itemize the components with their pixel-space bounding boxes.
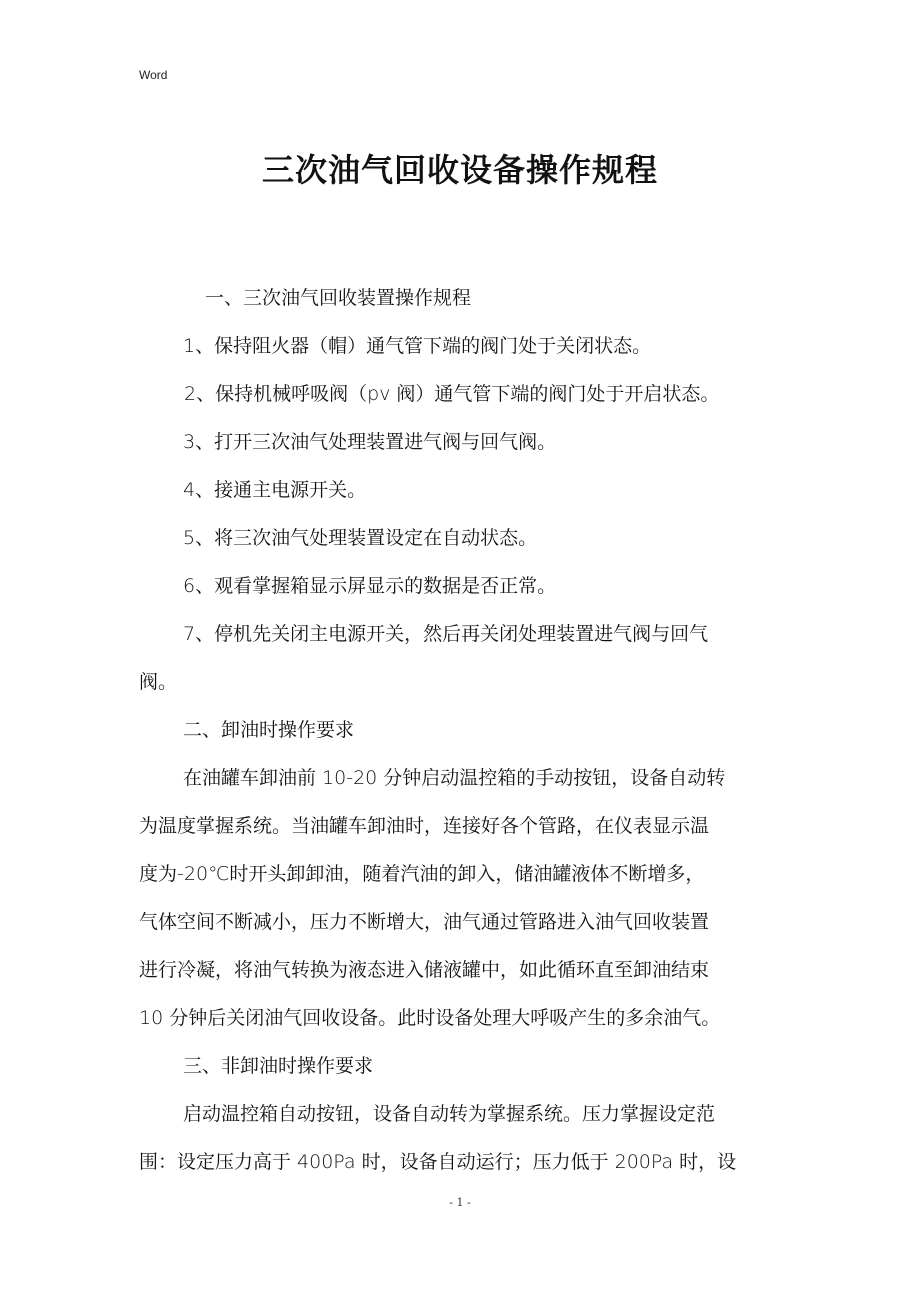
paragraph-line: 阀。 [139, 671, 178, 693]
paragraph-line: 气体空间不断减小，压力不断增大，油气通过管路进入油气回收装置 [139, 911, 710, 933]
paragraph-line: 6、观看掌握箱显示屏显示的数据是否正常。 [183, 575, 557, 597]
paragraph-line: 4、接通主电源开关。 [183, 479, 367, 501]
paragraph-line: 度为-20℃时开头卸卸油，随着汽油的卸入，储油罐液体不断增多， [139, 863, 705, 885]
paragraph-line: 3、打开三次油气处理装置进气阀与回气阀。 [183, 431, 557, 453]
paragraph-line: 在油罐车卸油前 10-20 分钟启动温控箱的手动按钮，设备自动转 [183, 767, 726, 789]
paragraph-line: 1、保持阻火器（帽）通气管下端的阀门处于关闭状态。 [183, 335, 652, 357]
paragraph-line: 7、停机先关闭主电源开关，然后再关闭处理装置进气阀与回气 [183, 623, 709, 645]
page-number: - 1 - [449, 1196, 471, 1209]
paragraph-line: 为温度掌握系统。当油罐车卸油时，连接好各个管路，在仪表显示温 [139, 815, 710, 837]
document-title: 三次油气回收设备操作规程 [261, 151, 658, 189]
paragraph-line: 三、非卸油时操作要求 [183, 1055, 374, 1077]
paragraph-line: 启动温控箱自动按钮，设备自动转为掌握系统。压力掌握设定范 [183, 1103, 716, 1125]
paragraph-line: 围：设定压力高于 400Pa 时，设备自动运行；压力低于 200Pa 时，设 [139, 1151, 737, 1173]
paragraph-line: 5、将三次油气处理装置设定在自动状态。 [183, 527, 538, 549]
paragraph-line: 进行冷凝，将油气转换为液态进入储液罐中，如此循环直至卸油结束 [139, 959, 710, 981]
paragraph-line: 10 分钟后关闭油气回收设备。此时设备处理大呼吸产生的多余油气。 [139, 1007, 721, 1029]
paragraph-line: 2、保持机械呼吸阀（pv 阀）通气管下端的阀门处于开启状态。 [184, 383, 720, 405]
document-header-label: Word [139, 68, 168, 82]
paragraph-line: 一、三次油气回收装置操作规程 [205, 287, 472, 309]
paragraph-line: 二、卸油时操作要求 [183, 719, 355, 741]
